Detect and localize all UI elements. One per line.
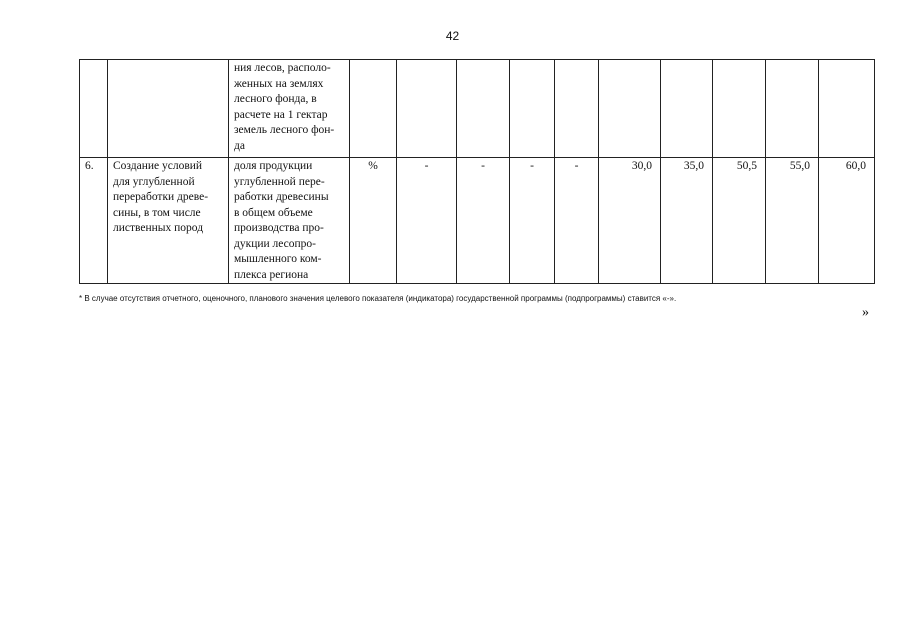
cell-value: 30,0 [599, 158, 661, 284]
footnote: * В случае отсутствия отчетного, оценочного, планового значения целевого показателя (индикатора) государственной программы (подпрограммы) ставится «-». [79, 294, 677, 303]
cell-value [397, 60, 457, 158]
cell-value [457, 60, 510, 158]
cell-value: - [510, 158, 555, 284]
cell-value [713, 60, 766, 158]
cell-value: - [555, 158, 599, 284]
cell-value: 60,0 [819, 158, 875, 284]
cell-value: 55,0 [766, 158, 819, 284]
cell-indicator: доля продукции углубленной пере- работки древесины в общем объеме производства про- дукции лесопро- мышленного ком- плекса региона [229, 158, 350, 284]
cell-value [510, 60, 555, 158]
cell-unit [350, 60, 397, 158]
cell-name: Создание условий для углубленной переработки древе- сины, в том числе лиственных пород [108, 158, 229, 284]
cell-value [819, 60, 875, 158]
cell-value: - [457, 158, 510, 284]
cell-unit: % [350, 158, 397, 284]
cell-number: 6. [80, 158, 108, 284]
cell-value: 50,5 [713, 158, 766, 284]
cell-name [108, 60, 229, 158]
cell-value: 35,0 [661, 158, 713, 284]
cell-value [599, 60, 661, 158]
cell-value [555, 60, 599, 158]
cell-indicator: ния лесов, располо- женных на землях лесного фонда, в расчете на 1 гектар земель лесного фон- да [229, 60, 350, 158]
closing-quote: » [862, 305, 869, 320]
indicators-table [79, 59, 875, 284]
table-row [80, 158, 875, 284]
page-number: 42 [445, 29, 460, 43]
cell-number [80, 60, 108, 158]
cell-value [766, 60, 819, 158]
cell-value: - [397, 158, 457, 284]
table-row [80, 60, 875, 158]
cell-value [661, 60, 713, 158]
